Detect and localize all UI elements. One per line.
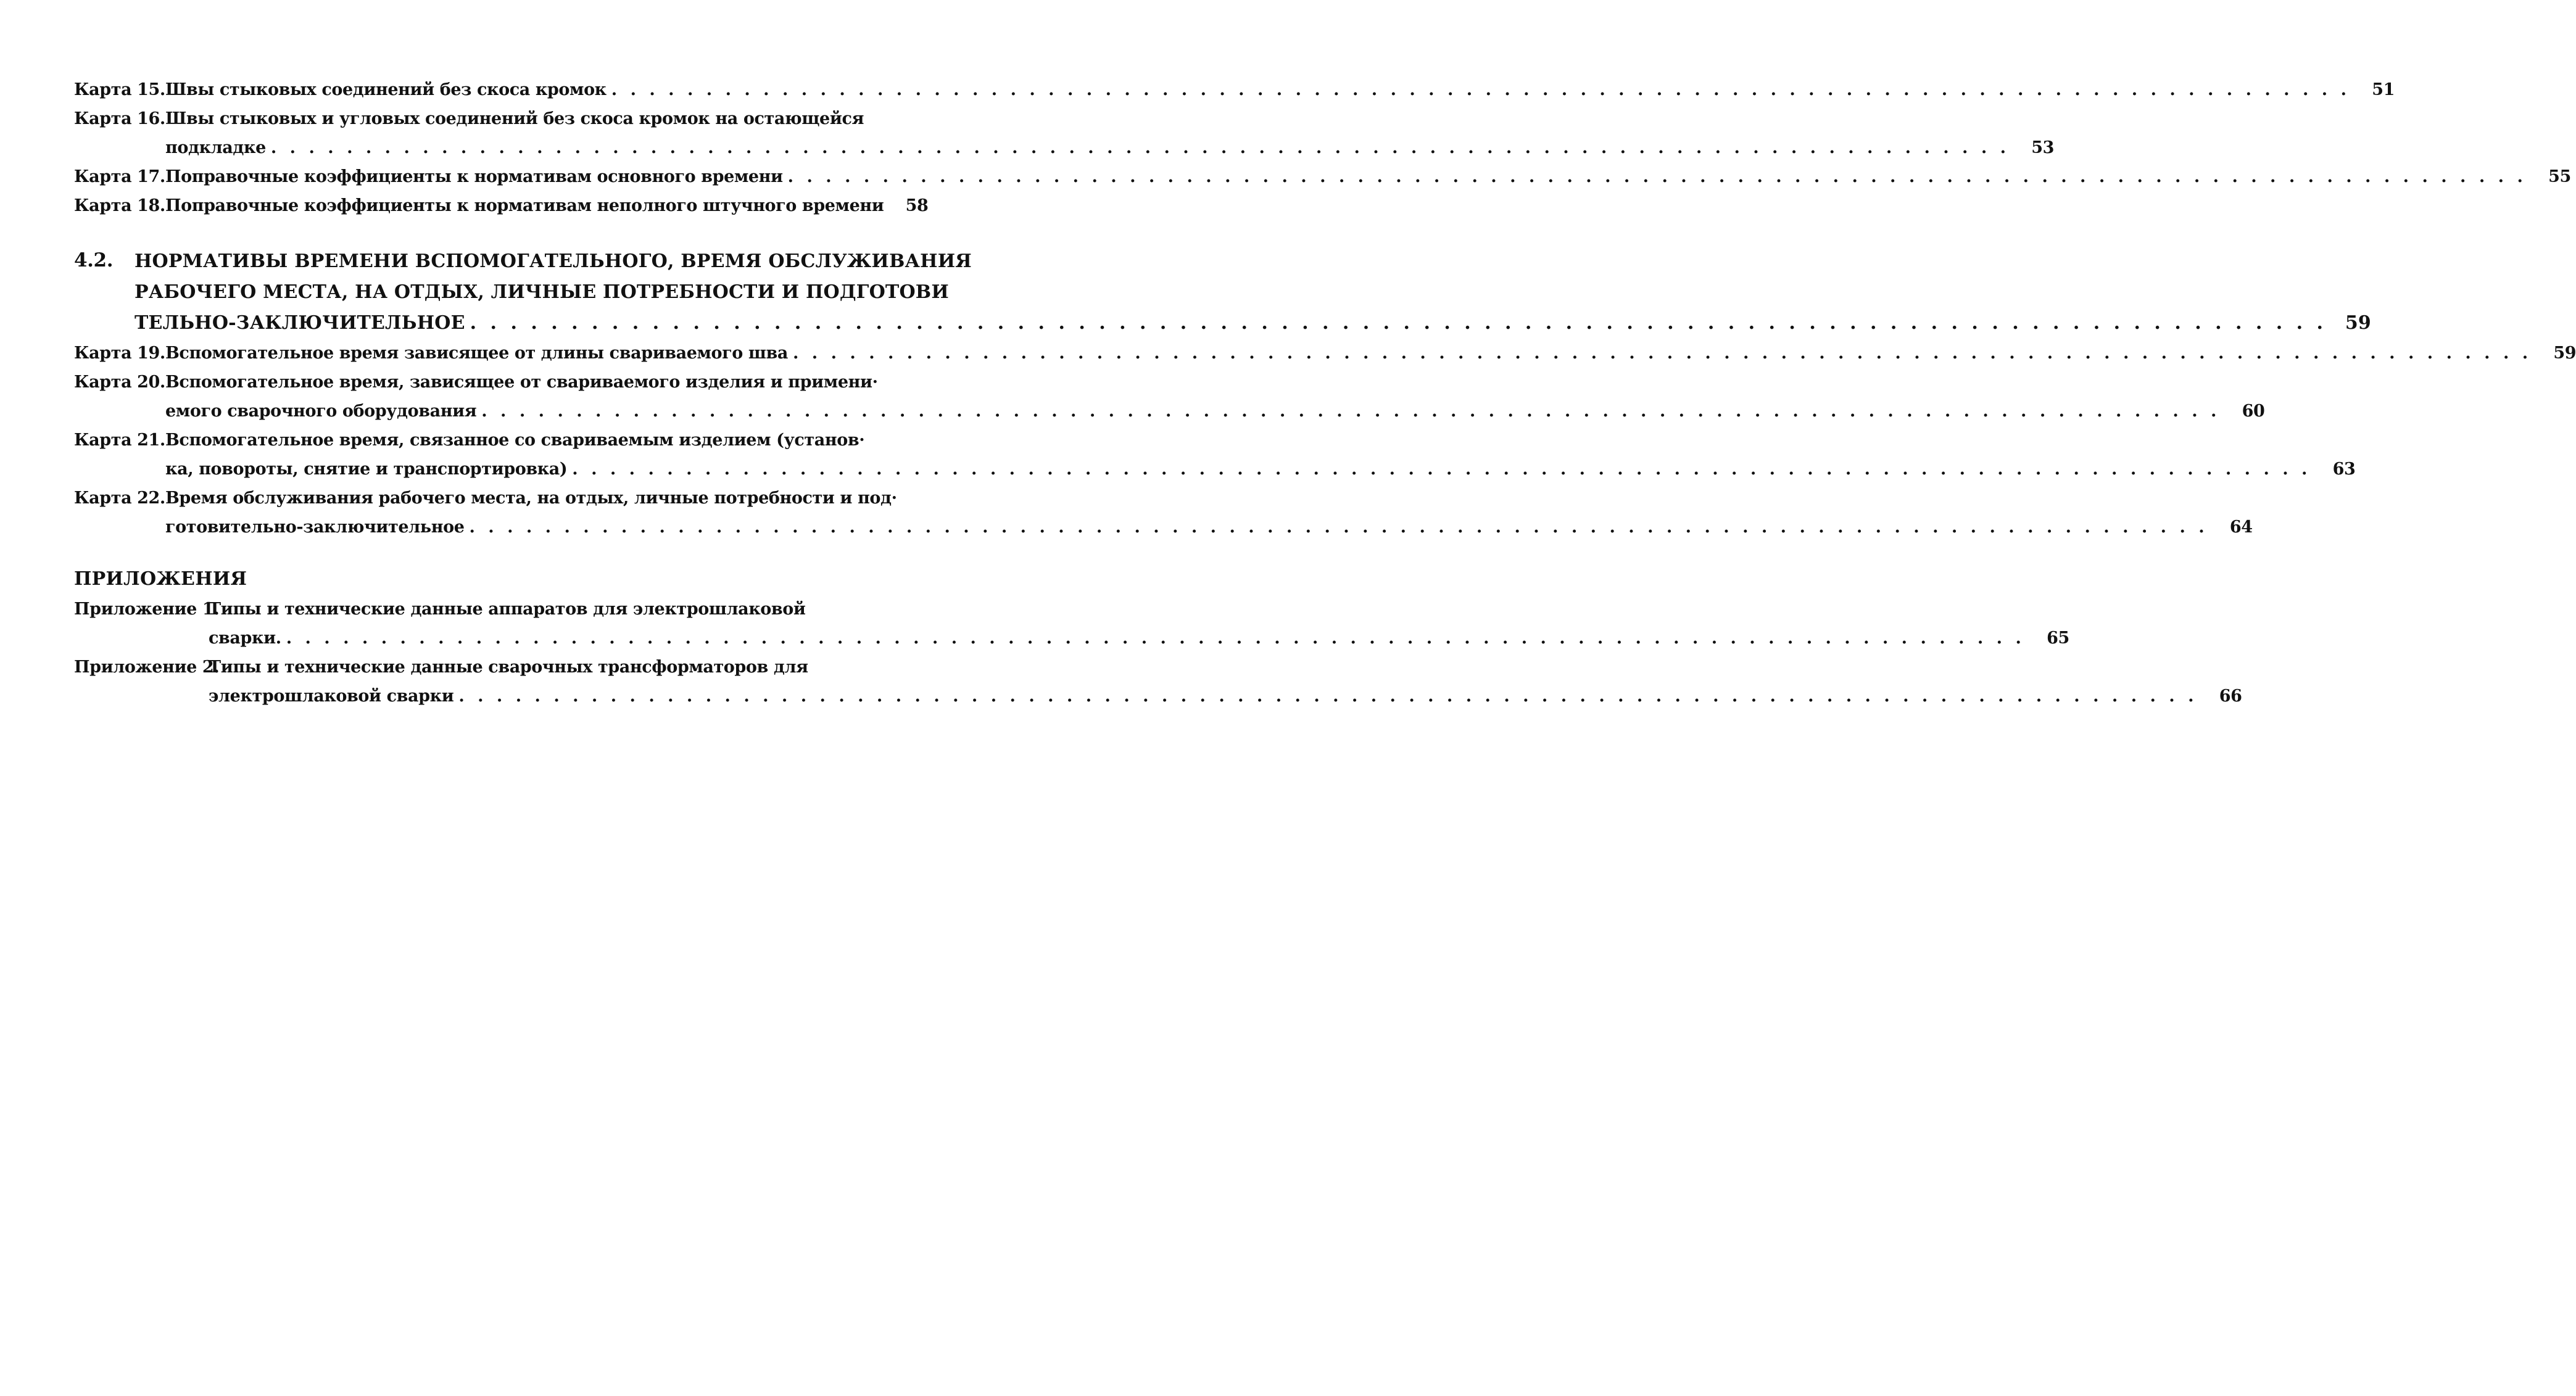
toc-entry-label: Приложение 1. xyxy=(74,600,220,619)
toc-page-number: 59 xyxy=(2345,312,2371,334)
toc-entry-title: Вспомогательное время, связанное со свариваемым изделием (установ· xyxy=(165,431,865,450)
toc-entry-appendix-1 xyxy=(74,595,2069,653)
toc-entry-title-cont: сварки. xyxy=(209,629,281,648)
toc-entry-label: Приложение 2. xyxy=(74,658,220,677)
dot-leader xyxy=(469,513,2208,542)
toc-page-number: 63 xyxy=(2332,460,2356,479)
dot-leader xyxy=(458,682,2197,711)
toc-entry-title: Швы стыковых и угловых соединений без скоса кромок на остающейся xyxy=(165,109,864,128)
dot-leader xyxy=(788,162,2527,191)
toc-entry-title: Типы и технические данные сварочных трансформаторов для xyxy=(209,658,808,677)
toc-entry-title-cont: электрошлаковой сварки xyxy=(209,687,454,706)
toc-entry-label: Карта 19. xyxy=(74,344,165,363)
section-title-cont: РАБОЧЕГО МЕСТА, НА ОТДЫХ, ЛИЧНЫЕ ПОТРЕБНОСТИ И ПОДГОТОВИ xyxy=(135,281,949,303)
toc-page-number: 64 xyxy=(2229,518,2253,537)
toc-entry-karta-18 xyxy=(74,191,929,220)
toc-entry-title: Поправочные коэффициенты к нормативам неполного штучного времени xyxy=(165,196,884,215)
toc-page-number: 51 xyxy=(2372,80,2395,99)
dot-leader xyxy=(271,133,2010,162)
dot-leader xyxy=(611,75,2350,104)
section-title: НОРМАТИВЫ ВРЕМЕНИ ВСПОМОГАТЕЛЬНОГО, ВРЕМЯ ОБСЛУЖИВАНИЯ xyxy=(135,250,972,272)
toc-entry-title: Вспомогательное время зависящее от длины свариваемого шва xyxy=(165,344,788,363)
toc-entry-karta-21 xyxy=(74,426,2356,484)
toc-page-number: 58 xyxy=(905,196,929,215)
toc-page-number: 55 xyxy=(2548,167,2571,186)
toc-page-number: 66 xyxy=(2219,687,2242,706)
dot-leader xyxy=(793,339,2532,368)
toc-entry-label: Карта 18. xyxy=(74,196,165,215)
toc-entry-title: Вспомогательное время, зависящее от свариваемого изделия и примени· xyxy=(165,373,878,392)
toc-entry-title: Швы стыковых соединений без скоса кромок xyxy=(165,80,607,99)
toc-entry-title-cont: подкладке xyxy=(165,138,266,157)
toc-entry-label: Карта 15. xyxy=(74,80,165,99)
toc-entry-karta-15 xyxy=(74,75,2395,104)
toc-entry-title-cont: готовительно-заключительное xyxy=(165,518,465,537)
appendix-heading: ПРИЛОЖЕНИЯ xyxy=(74,568,247,590)
table-of-contents xyxy=(74,75,2576,711)
toc-entry-label: Карта 17. xyxy=(74,167,165,186)
toc-entry-karta-16 xyxy=(74,104,2055,162)
toc-entry-karta-17 xyxy=(74,162,2571,191)
toc-page-number: 59 xyxy=(2553,344,2576,363)
section-title-cont: ТЕЛЬНО-ЗАКЛЮЧИТЕЛЬНОЕ xyxy=(135,312,465,334)
toc-entry-appendix-2 xyxy=(74,653,2242,711)
toc-entry-karta-20 xyxy=(74,368,2265,426)
toc-page-number: 60 xyxy=(2242,402,2265,421)
toc-entry-title-cont: емого сварочного оборудования xyxy=(165,402,477,421)
toc-entry-title: Время обслуживания рабочего места, на отдых, личные потребности и под· xyxy=(165,489,897,508)
dot-leader xyxy=(572,455,2311,484)
dot-leader xyxy=(286,624,2025,653)
toc-entry-label: Карта 20. xyxy=(74,373,165,392)
toc-entry-karta-22 xyxy=(74,484,2253,542)
toc-page-number: 53 xyxy=(2031,138,2055,157)
toc-entry-karta-19 xyxy=(74,339,2576,368)
toc-entry-title: Типы и технические данные аппаратов для электрошлаковой xyxy=(209,600,806,619)
toc-entry-label: Карта 16. xyxy=(74,109,165,128)
dot-leader xyxy=(470,308,2327,339)
dot-leader xyxy=(481,397,2220,426)
toc-entry-label: Карта 22. xyxy=(74,489,165,508)
toc-section-4-2 xyxy=(74,246,2371,339)
toc-entry-title-cont: ка, повороты, снятие и транспортировка) xyxy=(165,460,568,479)
toc-page-number: 65 xyxy=(2047,629,2069,648)
toc-entry-label: Карта 21. xyxy=(74,431,165,450)
section-number: 4.2. xyxy=(74,249,114,271)
toc-entry-title: Поправочные коэффициенты к нормативам основного времени xyxy=(165,167,783,186)
